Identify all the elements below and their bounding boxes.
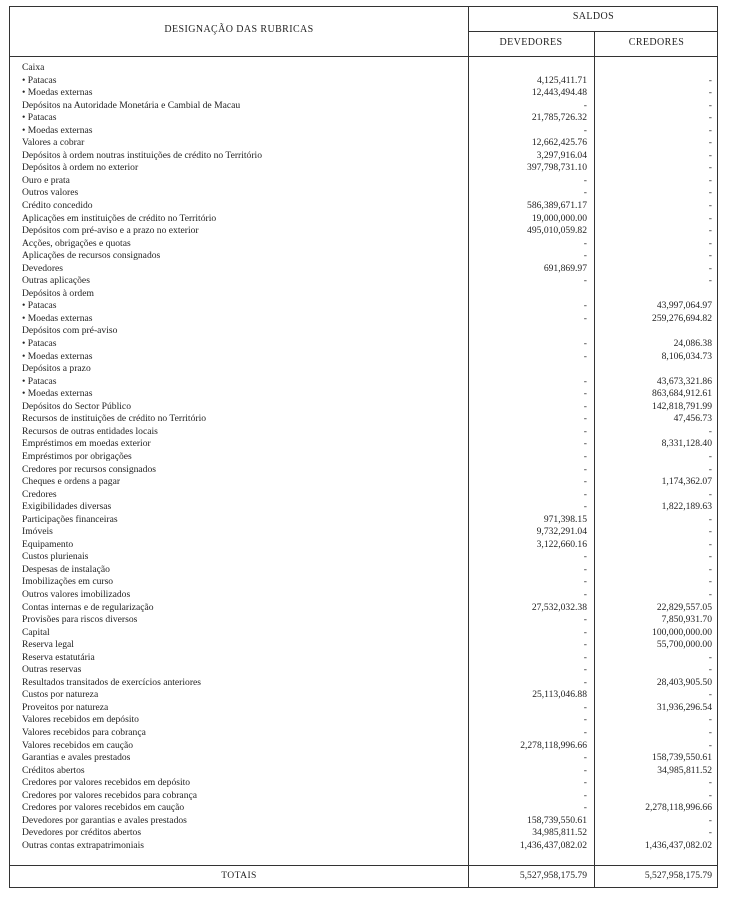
row-devedores: -: [583, 639, 587, 651]
row-credores: 28,403,905.50: [656, 676, 712, 688]
row-label: Valores a cobrar: [22, 137, 85, 149]
row-devedores: -: [583, 450, 587, 462]
table-row: [10, 187, 717, 200]
table-row: [10, 288, 717, 301]
row-credores: -: [708, 425, 712, 437]
row-devedores: -: [583, 388, 587, 400]
row-label: Devedores por créditos abertos: [22, 827, 142, 839]
divider-body-totals: [10, 865, 717, 866]
table-row: [10, 727, 717, 740]
row-devedores: -: [583, 664, 587, 676]
row-label: Depósitos à ordem: [22, 287, 94, 299]
row-devedores: 1,436,437,082.02: [519, 839, 587, 851]
row-label: • Patacas: [22, 338, 57, 350]
row-credores: -: [708, 538, 712, 550]
row-label: Exigibilidades diversas: [22, 501, 112, 513]
row-label: Credores: [22, 488, 57, 500]
row-label: Contas internas e de regularização: [22, 601, 154, 613]
table-row: [10, 238, 717, 251]
row-credores: -: [708, 714, 712, 726]
row-label: Outros valores: [22, 187, 79, 199]
row-credores: 158,739,550.61: [652, 752, 712, 764]
table-row: [10, 275, 717, 288]
row-devedores: -: [583, 488, 587, 500]
row-devedores: 27,532,032.38: [531, 601, 587, 613]
row-devedores: 3,122,660.16: [536, 538, 587, 550]
row-credores: -: [708, 200, 712, 212]
row-credores: -: [708, 450, 712, 462]
row-label: Depósitos a prazo: [22, 363, 91, 375]
row-label: • Patacas: [22, 375, 57, 387]
row-devedores: 9,732,291.04: [536, 526, 587, 538]
row-devedores: -: [583, 802, 587, 814]
table-row: [10, 714, 717, 727]
row-credores: -: [708, 112, 712, 124]
row-credores: 100,000,000.00: [652, 626, 712, 638]
row-credores: -: [708, 137, 712, 149]
row-credores: -: [708, 689, 712, 701]
row-label: Provisões para riscos diversos: [22, 614, 138, 626]
table-row: [10, 100, 717, 113]
table-row: [10, 213, 717, 226]
row-label: Imobilizações em curso: [22, 576, 114, 588]
table-row: [10, 150, 717, 163]
row-credores: 8,106,034.73: [661, 350, 712, 362]
row-devedores: 586,389,671.17: [527, 200, 587, 212]
table-row: [10, 313, 717, 326]
row-devedores: -: [583, 413, 587, 425]
table-row: [10, 464, 717, 477]
row-label: Custos por natureza: [22, 689, 99, 701]
row-credores: -: [708, 74, 712, 86]
table-row: [10, 125, 717, 138]
row-label: Equipamento: [22, 538, 74, 550]
row-credores: -: [708, 726, 712, 738]
row-credores: 43,997,064.97: [656, 300, 712, 312]
table-row: [10, 351, 717, 364]
table-row: [10, 652, 717, 665]
row-devedores: -: [583, 174, 587, 186]
row-credores: -: [708, 149, 712, 161]
row-credores: 24,086.38: [673, 338, 712, 350]
row-devedores: -: [583, 250, 587, 262]
row-credores: -: [708, 789, 712, 801]
header-credores: CREDORES: [628, 37, 685, 48]
row-devedores: 34,985,811.52: [532, 827, 587, 839]
row-credores: 55,700,000.00: [656, 639, 712, 651]
row-credores: -: [708, 99, 712, 111]
row-credores: -: [708, 777, 712, 789]
row-label: Outras reservas: [22, 664, 82, 676]
divider-saldos-subheader: [468, 31, 717, 32]
table-row: [10, 790, 717, 803]
row-devedores: -: [583, 438, 587, 450]
totals-row: [10, 869, 717, 883]
row-credores: -: [708, 250, 712, 262]
row-label: Devedores: [22, 262, 64, 274]
row-label: Resultados transitados de exercícios anteriores: [22, 676, 202, 688]
row-label: Empréstimos em moedas exterior: [22, 438, 151, 450]
row-devedores: 2,278,118,996.66: [520, 739, 587, 751]
row-credores: -: [708, 588, 712, 600]
row-label: Empréstimos por obrigações: [22, 450, 132, 462]
row-label: Imóveis: [22, 526, 53, 538]
row-label: Valores recebidos para cobrança: [22, 726, 146, 738]
row-credores: 31,936,296.54: [656, 701, 712, 713]
table-row: [10, 137, 717, 150]
row-devedores: 158,739,550.61: [527, 814, 587, 826]
row-credores: 47,456.73: [673, 413, 712, 425]
row-devedores: 12,662,425.76: [531, 137, 587, 149]
table-row: [10, 602, 717, 615]
row-credores: -: [708, 174, 712, 186]
row-label: Depósitos com pré-aviso e a prazo no exterior: [22, 225, 199, 237]
row-label: • Patacas: [22, 300, 57, 312]
table-row: [10, 840, 717, 853]
row-label: • Moedas externas: [22, 124, 93, 136]
row-label: Outros valores imobilizados: [22, 588, 131, 600]
row-devedores: -: [583, 476, 587, 488]
row-label: Depósitos à ordem no exterior: [22, 162, 139, 174]
row-credores: 1,822,189.63: [661, 501, 712, 513]
row-devedores: -: [583, 626, 587, 638]
row-label: Recursos de instituições de crédito no Território: [22, 413, 207, 425]
row-credores: -: [708, 124, 712, 136]
row-credores: -: [708, 87, 712, 99]
row-credores: -: [708, 162, 712, 174]
totals-devedores: 5,527,958,175.79: [519, 870, 587, 881]
table-row: [10, 300, 717, 313]
row-devedores: -: [583, 425, 587, 437]
row-credores: -: [708, 551, 712, 563]
row-devedores: -: [583, 701, 587, 713]
row-credores: -: [708, 262, 712, 274]
table-row: [10, 501, 717, 514]
row-label: Ouro e prata: [22, 174, 70, 186]
row-credores: 259,276,694.82: [652, 312, 712, 324]
row-label: Capital: [22, 626, 50, 638]
table-row: [10, 752, 717, 765]
table-row: [10, 765, 717, 778]
row-credores: -: [708, 513, 712, 525]
table-row: [10, 664, 717, 677]
row-devedores: -: [583, 563, 587, 575]
table-row: [10, 564, 717, 577]
row-credores: -: [708, 212, 712, 224]
table-row: [10, 87, 717, 100]
table-row: [10, 702, 717, 715]
table-row: [10, 526, 717, 539]
table-row: [10, 576, 717, 589]
row-devedores: -: [583, 676, 587, 688]
table-row: [10, 551, 717, 564]
table-row: [10, 263, 717, 276]
balance-table: [9, 6, 718, 888]
row-label: Aplicações de recursos consignados: [22, 250, 161, 262]
row-devedores: 397,798,731.10: [527, 162, 587, 174]
row-devedores: -: [583, 789, 587, 801]
row-label: Aplicações em instituições de crédito no Território: [22, 212, 217, 224]
row-label: • Moedas externas: [22, 312, 93, 324]
table-row: [10, 338, 717, 351]
row-label: • Patacas: [22, 112, 57, 124]
table-row: [10, 376, 717, 389]
table-row: [10, 175, 717, 188]
row-devedores: -: [583, 463, 587, 475]
row-label: Reserva estatutária: [22, 651, 95, 663]
row-credores: 2,278,118,996.66: [645, 802, 712, 814]
row-credores: -: [708, 488, 712, 500]
table-row: [10, 250, 717, 263]
table-row: [10, 815, 717, 828]
row-credores: -: [708, 237, 712, 249]
row-credores: 142,818,791.99: [652, 400, 712, 412]
row-devedores: 12,443,494.48: [531, 87, 587, 99]
header-devedores: DEVEDORES: [499, 37, 563, 48]
table-row: [10, 489, 717, 502]
row-credores: -: [708, 827, 712, 839]
row-credores: -: [708, 275, 712, 287]
row-credores: -: [708, 576, 712, 588]
row-label: Outras aplicações: [22, 275, 90, 287]
table-row: [10, 476, 717, 489]
row-devedores: 495,010,059.82: [527, 225, 587, 237]
row-label: Participações financeiras: [22, 513, 118, 525]
row-devedores: -: [583, 400, 587, 412]
row-label: Recursos de outras entidades locais: [22, 425, 158, 437]
table-body: [10, 62, 717, 852]
row-credores: -: [708, 664, 712, 676]
totals-label: TOTAIS: [221, 870, 257, 881]
row-label: • Moedas externas: [22, 87, 93, 99]
row-label: Outras contas extrapatrimoniais: [22, 839, 145, 851]
row-devedores: 4,125,411.71: [536, 74, 587, 86]
row-devedores: -: [583, 275, 587, 287]
row-label: Depósitos à ordem noutras instituições de crédito no Território: [22, 149, 263, 161]
row-devedores: -: [583, 124, 587, 136]
table-row: [10, 438, 717, 451]
table-row: [10, 75, 717, 88]
row-devedores: -: [583, 99, 587, 111]
row-label: Crédito concedido: [22, 200, 93, 212]
row-label: Despesas de instalação: [22, 563, 110, 575]
row-devedores: -: [583, 350, 587, 362]
table-row: [10, 112, 717, 125]
row-credores: -: [708, 187, 712, 199]
row-credores: 43,673,321.86: [656, 375, 712, 387]
table-row: [10, 639, 717, 652]
row-devedores: 25,113,046.88: [532, 689, 587, 701]
row-devedores: -: [583, 651, 587, 663]
row-devedores: -: [583, 237, 587, 249]
row-devedores: -: [583, 187, 587, 199]
row-label: Devedores por garantias e avales prestados: [22, 814, 187, 826]
row-devedores: -: [583, 588, 587, 600]
row-devedores: -: [583, 338, 587, 350]
row-devedores: -: [583, 726, 587, 738]
totals-credores: 5,527,958,175.79: [644, 870, 712, 881]
row-devedores: -: [583, 312, 587, 324]
row-label: • Moedas externas: [22, 350, 93, 362]
row-label: • Patacas: [22, 74, 57, 86]
row-devedores: 971,398.15: [543, 513, 587, 525]
row-label: Proveitos por natureza: [22, 701, 109, 713]
table-row: [10, 62, 717, 75]
table-row: [10, 451, 717, 464]
table-row: [10, 627, 717, 640]
table-row: [10, 614, 717, 627]
row-devedores: -: [583, 300, 587, 312]
row-label: Reserva legal: [22, 639, 74, 651]
row-label: Créditos abertos: [22, 764, 85, 776]
row-devedores: -: [583, 714, 587, 726]
row-devedores: 21,785,726.32: [531, 112, 587, 124]
row-label: Depósitos na Autoridade Monetária e Cambial de Macau: [22, 99, 241, 111]
row-label: Valores recebidos em caução: [22, 739, 134, 751]
row-label: Credores por recursos consignados: [22, 463, 157, 475]
row-label: Credores por valores recebidos em depósito: [22, 777, 191, 789]
row-devedores: -: [583, 752, 587, 764]
table-row: [10, 777, 717, 790]
table-row: [10, 689, 717, 702]
row-devedores: 19,000,000.00: [531, 212, 587, 224]
table-row: [10, 426, 717, 439]
row-label: Credores por valores recebidos em caução: [22, 802, 185, 814]
table-row: [10, 363, 717, 376]
row-label: Cheques e ordens a pagar: [22, 476, 121, 488]
row-credores: 1,436,437,082.02: [644, 839, 712, 851]
table-row: [10, 514, 717, 527]
row-credores: 7,850,931.70: [661, 614, 712, 626]
divider-header-body: [10, 56, 717, 57]
table-row: [10, 325, 717, 338]
row-label: Garantias e avales prestados: [22, 752, 131, 764]
row-label: Caixa: [22, 62, 45, 73]
row-credores: -: [708, 739, 712, 751]
row-credores: -: [708, 463, 712, 475]
row-credores: -: [708, 225, 712, 237]
row-devedores: -: [583, 576, 587, 588]
row-label: • Moedas externas: [22, 388, 93, 400]
row-label: Depósitos com pré-aviso: [22, 325, 118, 337]
table-row: [10, 589, 717, 602]
row-credores: 8,331,128.40: [661, 438, 712, 450]
row-devedores: -: [583, 614, 587, 626]
table-row: [10, 413, 717, 426]
table-row: [10, 740, 717, 753]
table-row: [10, 539, 717, 552]
row-devedores: -: [583, 551, 587, 563]
table-row: [10, 162, 717, 175]
row-credores: 22,829,557.05: [656, 601, 712, 613]
table-row: [10, 401, 717, 414]
row-credores: -: [708, 563, 712, 575]
row-label: Depósitos do Sector Público: [22, 400, 131, 412]
row-devedores: -: [583, 375, 587, 387]
row-credores: -: [708, 651, 712, 663]
row-devedores: -: [583, 777, 587, 789]
row-devedores: 3,297,916.04: [536, 149, 587, 161]
row-devedores: 691,869.97: [543, 262, 587, 274]
header-designacao: DESIGNAÇÃO DAS RUBRICAS: [164, 24, 314, 35]
table-row: [10, 200, 717, 213]
header-saldos: SALDOS: [572, 11, 615, 22]
row-label: Credores por valores recebidos para cobrança: [22, 789, 198, 801]
row-label: Custos plurienais: [22, 551, 89, 563]
row-devedores: -: [583, 764, 587, 776]
row-credores: 1,174,362.07: [661, 476, 712, 488]
table-row: [10, 827, 717, 840]
row-credores: 34,985,811.52: [657, 764, 712, 776]
table-row: [10, 677, 717, 690]
row-label: Acções, obrigações e quotas: [22, 237, 131, 249]
row-credores: -: [708, 526, 712, 538]
row-credores: 863,684,912.61: [652, 388, 712, 400]
table-row: [10, 388, 717, 401]
row-devedores: -: [583, 501, 587, 513]
table-row: [10, 802, 717, 815]
row-label: Valores recebidos em depósito: [22, 714, 139, 726]
table-row: [10, 225, 717, 238]
row-credores: -: [708, 814, 712, 826]
